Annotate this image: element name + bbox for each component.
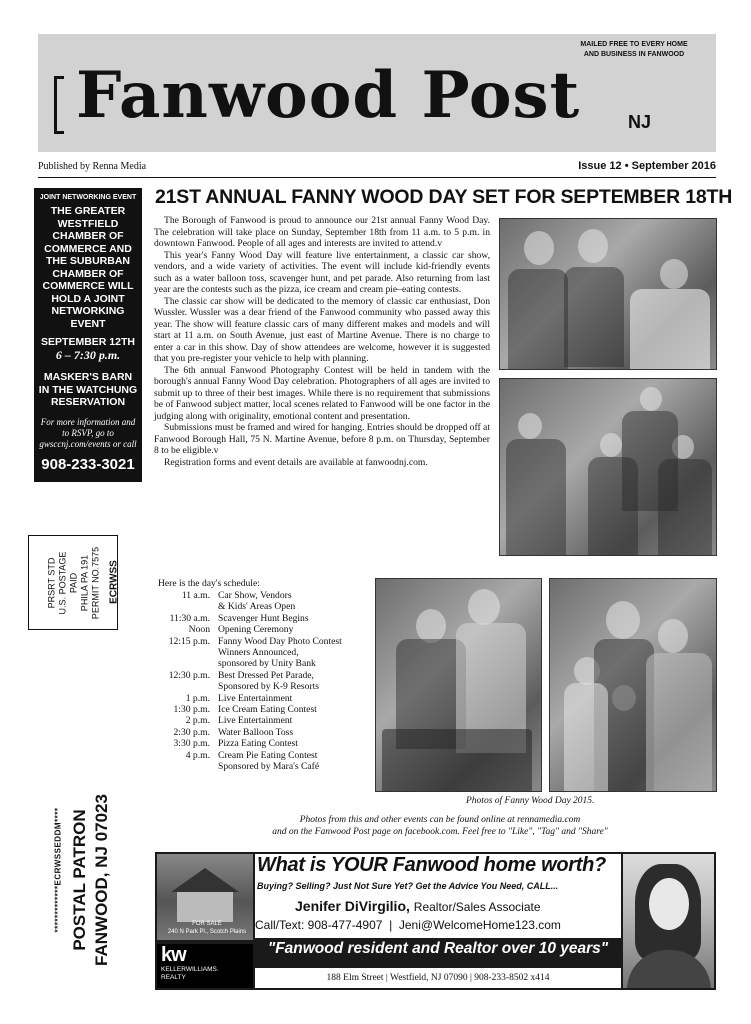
masthead [38, 34, 716, 152]
schedule-list [158, 590, 373, 773]
article-paragraph: The Borough of Fanwood is proud to announce our 21st annual Fanny Wood Day. The celebration will take place on Sunday, September 18th from 11 a.m. to 5 p.m. in downtown Fanwood. People of all ages and interests are invited to attend.v [154, 215, 490, 249]
ecrwss-label: ECRWSS [108, 560, 120, 604]
postage-text: PRSRT STD U.S. POSTAGE PAID PHILA PA 191 PERMIT NO.7575 [46, 546, 101, 620]
ad-headline: What is YOUR Fanwood home worth? [257, 854, 606, 876]
article-paragraph: The classic car show will be dedicated to the memory of classic car enthusiast, Don Wussler. Wussler was a dear friend of the Fanwood community who passed away this year. The show will feature classic cars of many different makes and models and will start at 11 a.m. on South Avenue, just east of Martine Avenue. There is no charge to enter a car in this show. Day of show attendees are welcome, however it is suggested that you pre-register your vehicle to help with planning. [154, 295, 490, 364]
photo-girls-wagon [375, 578, 542, 792]
schedule-row: 2 p.m. Live Entertainment [185, 715, 293, 727]
title-bracket [54, 76, 64, 134]
article-paragraph: This year's Fanny Wood Day will feature live entertainment, a classic car show, vendors, and a wide variety of activities. The event will include kid-friendly events such as a water balloon toss, scavenger hunt, and pet parade. Also returning from last year are the contests such as the pizza, ice cream and cream pie–eating contests. [154, 249, 490, 295]
sidebar-info: For more information and to RSVP, go to gwsccnj.com/events or call [39, 416, 137, 449]
publication-row [38, 161, 716, 175]
article-body [154, 215, 490, 468]
schedule-row: sponsored by Unity Bank [218, 658, 316, 670]
publisher: Published by Renna Media [38, 161, 147, 172]
house-photo [157, 854, 253, 940]
realtor-portrait [623, 854, 714, 988]
schedule-row: 4 p.m. Cream Pie Eating Contest [185, 749, 318, 761]
schedule-row: Winners Announced, [218, 647, 299, 659]
networking-event-sidebar [34, 188, 142, 482]
newspaper-title: Fanwood Post [76, 58, 581, 133]
photos-online-note: Photos from this and other events can be found online at rennamedia.com and on the Fanwood Post page on facebook.com. Feel free to "Like", "Tag" and "Share" [272, 815, 608, 837]
ad-main-panel [255, 854, 621, 938]
postal-address: FANWOOD, NJ 07023 [92, 794, 111, 966]
schedule-row: & Kids' Areas Open [218, 601, 296, 613]
schedule-row: Sponsored by K-9 Resorts [218, 681, 319, 693]
keller-williams-logo: kw KELLERWILLIAMS. REALTY [157, 944, 253, 988]
schedule-row: 3:30 p.m. Pizza Eating Contest [173, 738, 298, 750]
schedule-intro: Here is the day's schedule: [158, 578, 260, 589]
schedule-row: 1:30 p.m. Ice Cream Eating Contest [173, 704, 317, 716]
issue-info: Issue 12 • September 2016 [578, 160, 716, 172]
mailed-free-notice: MAILED FREE TO EVERY HOME AND BUSINESS IN FANWOOD [580, 41, 688, 58]
article-headline: 21ST ANNUAL FANNY WOOD DAY SET FOR SEPTEMBER 18TH [155, 186, 733, 208]
postage-indicia [28, 535, 118, 630]
article-paragraph: Submissions must be framed and wired for hanging. Entries should be dropped off at Fanwood Borough Hall, 75 N. Martine Avenue, before 8 p.m. on Thursday, September 8 to be eligible.v [154, 422, 490, 456]
article-paragraph: Registration forms and event details are available at fanwoodnj.com. [164, 456, 428, 468]
schedule-row: 11:30 a.m. Scavenger Hunt Begins [169, 612, 309, 624]
sidebar-place: MASKER'S BARN IN THE WATCHUNG RESERVATION [38, 371, 138, 408]
for-sale-sign: FOR SALE 240 N Park Pl., Scotch Plains [167, 921, 247, 935]
schedule-row: 1 p.m. Live Entertainment [185, 692, 293, 704]
article-paragraph: The 6th annual Fanwood Photography Contest will be held in tandem with the borough's annual Fanny Wood Day celebration. Photographers of all ages are invited to submit up to three of their best images. While there is no requirement that submissions be of Fanwood subject matter, local scenes related to Fanwood will be one factor in the judging along with originality, emotional content and presentation. [154, 364, 490, 422]
ad-subheadline: Buying? Selling? Just Not Sure Yet? Get the Advice You Need, CALL... [257, 881, 559, 891]
realtor-contact: Call/Text: 908-477-4907 | Jeni@WelcomeHome123.com [255, 918, 561, 932]
photo-scouts [499, 378, 717, 556]
realtor-name: Jenifer DiVirgilio, Realtor/Sales Associate [295, 898, 541, 914]
schedule-row: 2:30 p.m. Water Balloon Toss [173, 726, 294, 738]
realtor-advertisement [155, 852, 716, 990]
office-address: 188 Elm Street | Westfield, NJ 07090 | 908-233-8502 x414 [255, 968, 621, 988]
schedule-row: 12:30 p.m. Best Dressed Pet Parade, [168, 669, 314, 681]
photo-kids-car [499, 218, 717, 370]
title-state: NJ [628, 112, 652, 132]
patron-stars: *************ECRWSSEDDM**** [53, 807, 63, 933]
sidebar-label: JOINT NETWORKING EVENT [39, 194, 137, 201]
sidebar-time: 6 – 7:30 p.m. [55, 348, 121, 362]
divider [38, 177, 716, 178]
ad-tagline: "Fanwood resident and Realtor over 10 years" [267, 940, 609, 957]
schedule-row: 12:15 p.m. Fanny Wood Day Photo Contest [168, 635, 342, 647]
sidebar-date: SEPTEMBER 12TH [41, 336, 135, 348]
schedule-row: Noon Opening Ceremony [188, 624, 294, 636]
sidebar-body: THE GREATER WESTFIELD CHAMBER OF COMMERCE AND THE SUBURBAN CHAMBER OF COMMERCE WILL HOLD A JOINT NETWORKING EVENT [42, 205, 134, 330]
schedule-row: 11 a.m. Car Show, Vendors [181, 590, 292, 601]
postal-patron: POSTAL PATRON [70, 809, 89, 951]
schedule-row: Sponsored by Mara's Café [218, 761, 320, 773]
title-box [46, 58, 652, 144]
photo-family [549, 578, 717, 792]
photo-caption: Photos of Fanny Wood Day 2015. [466, 796, 595, 806]
sidebar-phone: 908-233-3021 [41, 455, 135, 473]
